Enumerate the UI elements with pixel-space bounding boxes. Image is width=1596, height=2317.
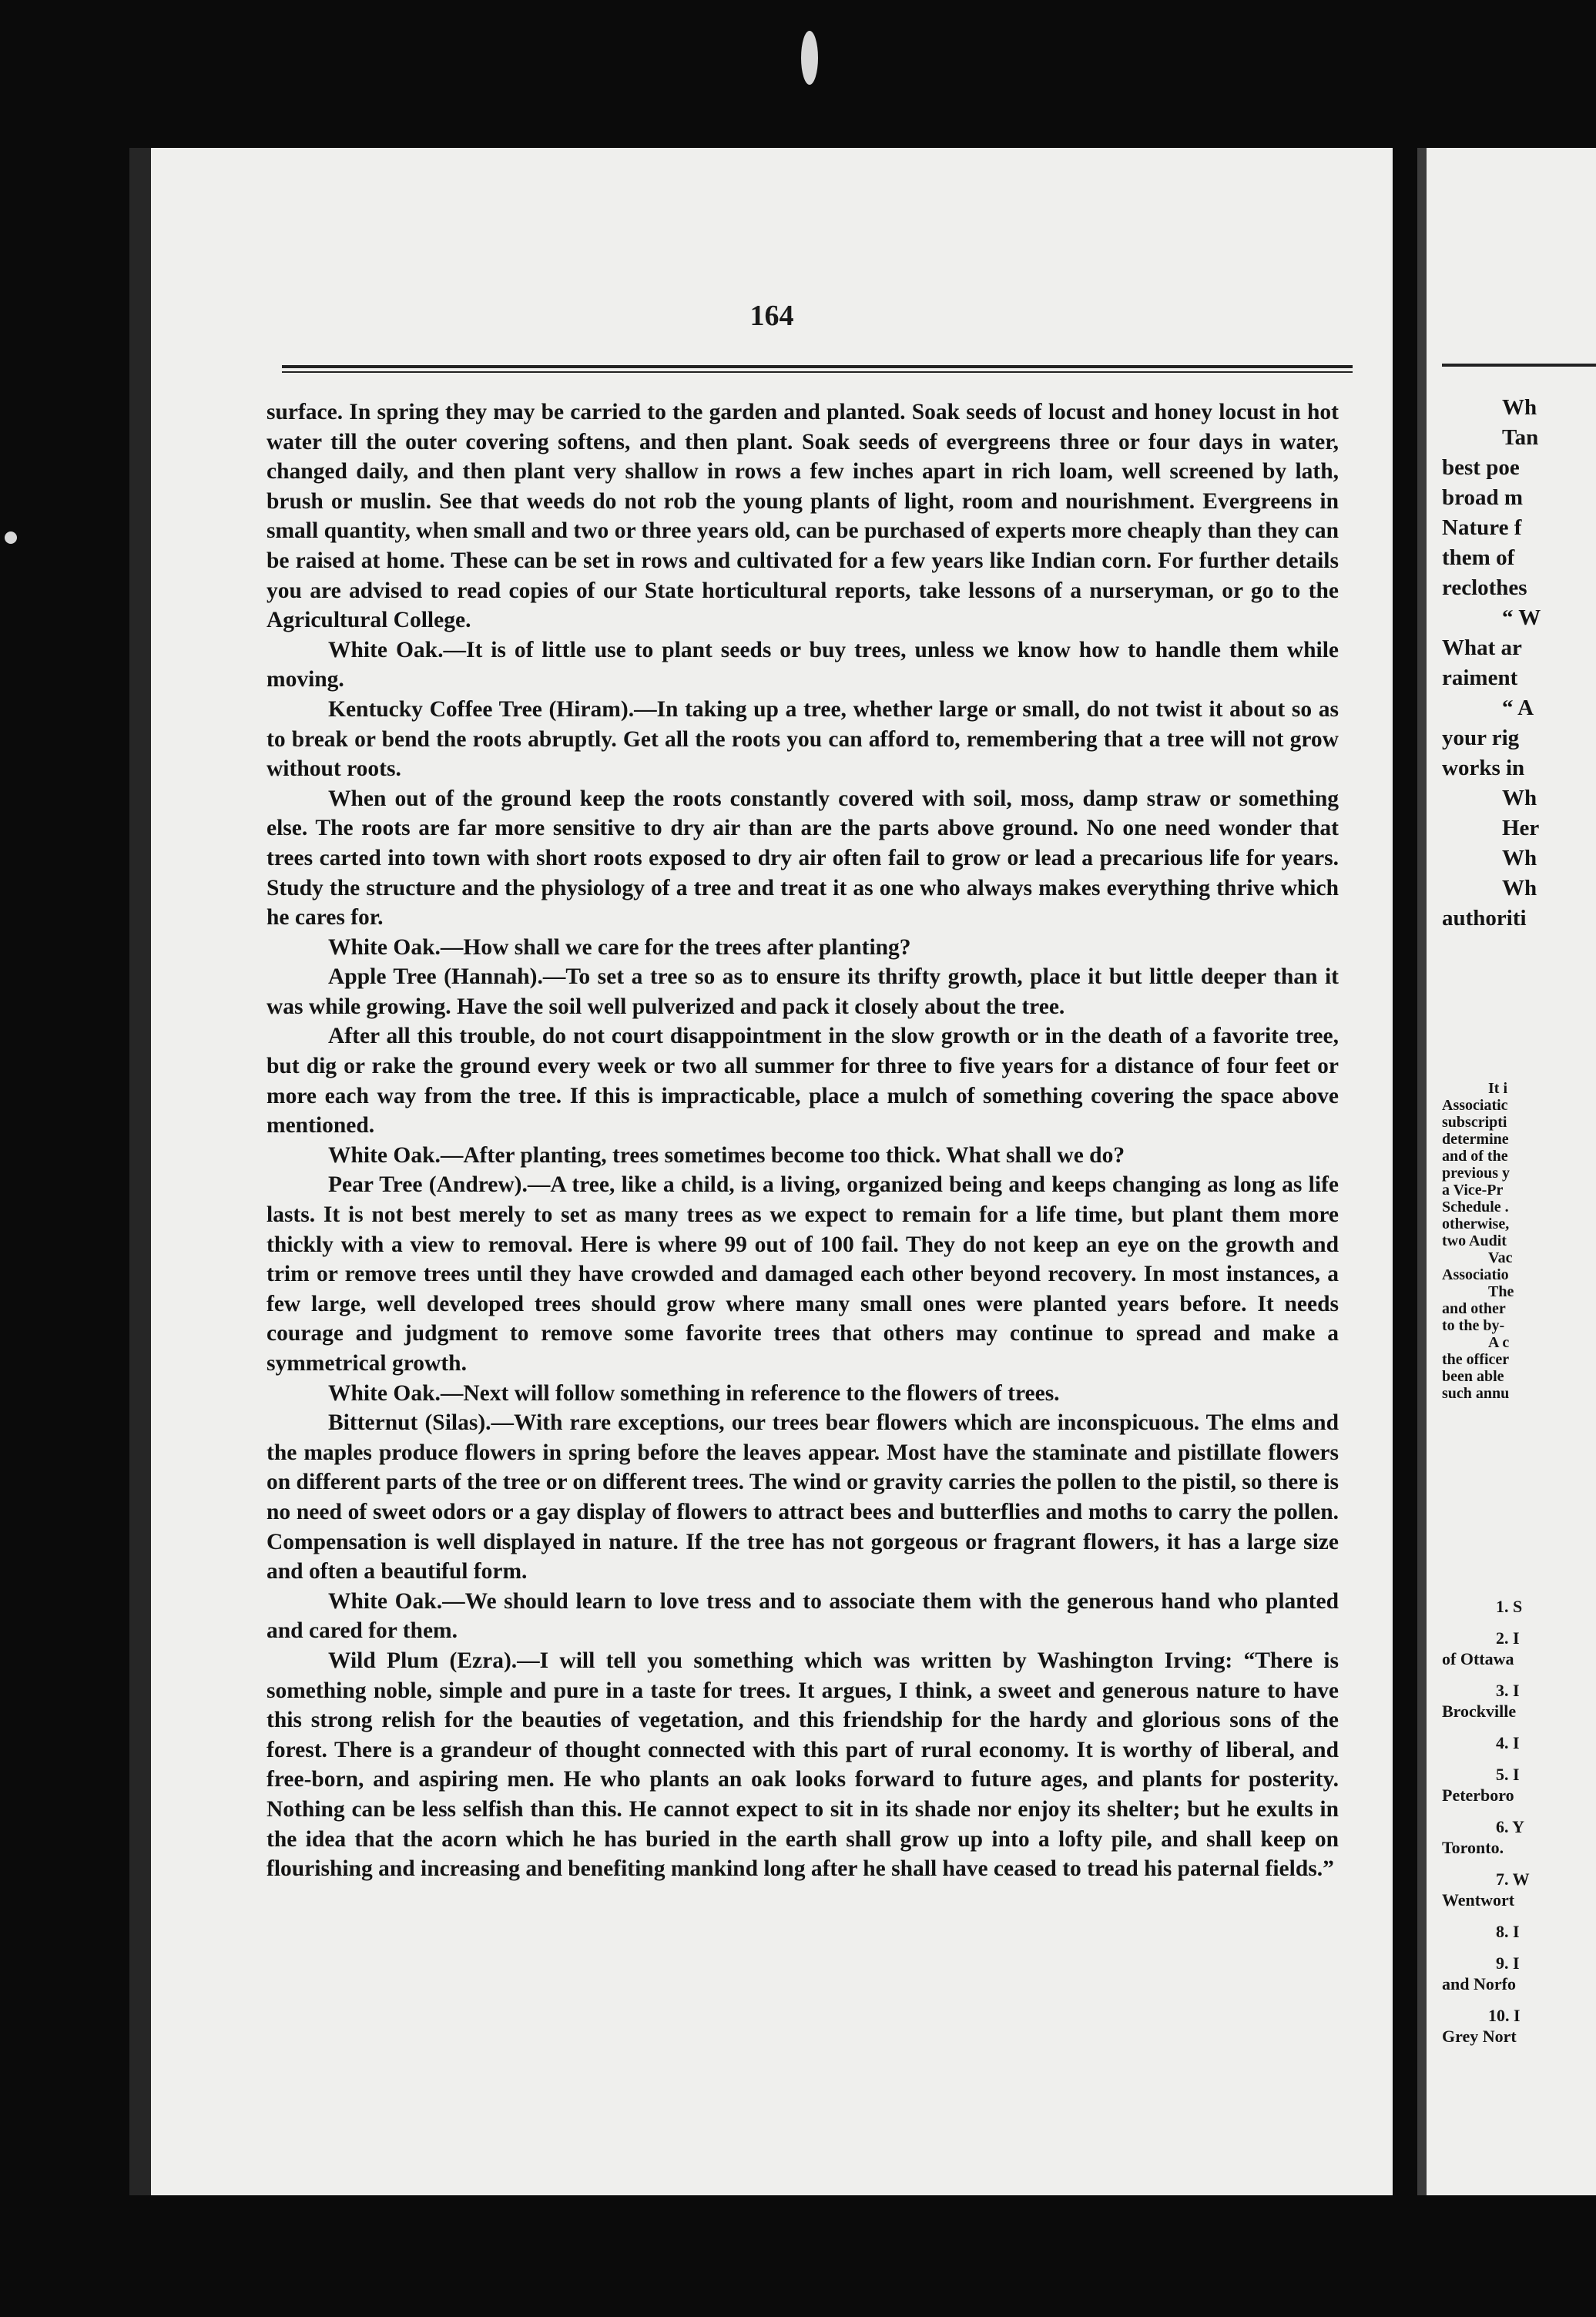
text-line: a Vice-Pr	[1442, 1182, 1504, 1199]
paragraph: White Oak.—How shall we care for the trees after planting?	[328, 934, 911, 960]
right-page-small-text	[1442, 1080, 1596, 1402]
paragraph: Kentucky Coffee Tree (Hiram).—In taking up a tree, whether large or small, do not twist it about so as to break or bend the roots abruptly. Get all the roots you can afford to, remembering that a tree will not grow without roots.	[267, 696, 1339, 782]
left-page	[129, 148, 1393, 2195]
text-line: otherwise,	[1442, 1216, 1510, 1232]
text-line: and other	[1442, 1300, 1506, 1317]
text-line: What ar	[1442, 635, 1522, 660]
text-line: been able	[1442, 1368, 1504, 1385]
paragraph: Pear Tree (Andrew).—A tree, like a child, is a living, organized being and keeps changing as long as life lasts. It is not best merely to set as many trees as we expect to remain for a life time, but plant them more thickly with a view to removal. Here is where 99 out of 100 fail. They do not keep an eye on the growth and trim or remove trees until they have crowded and damaged each other beyond recovery. In most instances, a few large, well developed trees should grow where many small ones were planted years before. It needs courage and judgment to remove some favorite trees that others may continue to spread and make a symmetrical growth.	[267, 1172, 1339, 1376]
text-line: Vac	[1488, 1249, 1513, 1266]
list-item: 4. I	[1496, 1733, 1520, 1752]
paragraph: Wild Plum (Ezra).—I will tell you something which was written by Washington Irving: “There is something noble, simple and pure in a taste for trees. It argues, I think, a sweet and generous nature to have this strong relish for the beauties of vegetation, and this friendship for the hardy and glorious sons of the forest. There is a grandeur of thought connected with this part of rural economy. It is worthy of liberal, and free-born, and aspiring men. He who plants an oak looks forward to future ages, and plants for posterity. Nothing can be less selfish than this. He cannot expect to sit in its shade nor enjoy its shelter; but he exults in the idea that the acorn which he has buried in the earth shall grow up into a lofty pile, and shall keep on flourishing and increasing and benefiting mankind long after he shall have ceased to tread his paternal fields.”	[267, 1648, 1339, 1882]
text-line: “ W	[1502, 605, 1541, 630]
text-line: works in	[1442, 756, 1525, 780]
text-line: raiment	[1442, 666, 1518, 690]
list-item: 5. I	[1496, 1765, 1520, 1784]
text-line: Schedule .	[1442, 1199, 1509, 1216]
text-line: It i	[1488, 1080, 1507, 1097]
paragraph: When out of the ground keep the roots constantly covered with soil, moss, damp straw or something else. The roots are far more sensitive to dry air than are the parts above ground. No one need wonder that trees carted into town with short roots exposed to dry air often fail to grow or lead a precarious life for years. Study the structure and the physiology of a tree and treat it as one who always makes everything thrive which he cares for.	[267, 786, 1339, 930]
paragraph: White Oak.—It is of little use to plant seeds or buy trees, unless we know how to handle them while moving.	[267, 637, 1339, 692]
right-page-list	[1442, 1596, 1596, 2047]
list-item: 1. S	[1496, 1597, 1523, 1616]
text-line: broad m	[1442, 485, 1524, 510]
paragraph: Bitternut (Silas).—With rare exceptions, our trees bear flowers which are inconspicuous. The elms and the maples produce flowers in spring before the leaves appear. Most have the staminate and pistillate flowers on different parts of the tree or on different trees. The wind or gravity carries the pollen to the pistil, so there is no need of sweet odors or a gay display of flowers to attract bees and butterflies and moths to carry the pollen. Compensation is well displayed in nature. If the tree has not gorgeous or fragrant flowers, it has a large size and often a beautiful form.	[267, 1410, 1339, 1584]
list-item: Wentwort	[1442, 1890, 1515, 1910]
text-line: and of the	[1442, 1148, 1508, 1165]
header-rule	[1442, 364, 1596, 367]
text-line: authoriti	[1442, 906, 1527, 930]
list-item: Grey Nort	[1442, 2027, 1517, 2046]
text-line: Tan	[1502, 425, 1539, 450]
text-line: Nature f	[1442, 515, 1522, 540]
text-line: A c	[1488, 1334, 1510, 1351]
text-line: Associatio	[1442, 1266, 1509, 1283]
body-text	[267, 397, 1339, 1884]
text-line: to the by-	[1442, 1317, 1505, 1334]
text-line: subscripti	[1442, 1114, 1507, 1131]
list-item: 9. I	[1496, 1953, 1520, 1973]
list-item: of Ottawa	[1442, 1649, 1514, 1668]
scan-artifact	[801, 31, 818, 85]
list-item: and Norfo	[1442, 1974, 1516, 1993]
paragraph: After all this trouble, do not court disappointment in the slow growth or in the death of a favorite tree, but dig or rake the ground every week or two all summer for three to five years for a distance of four feet or more each way from the tree. If this is impracticable, place a mulch of something covering the space above mentioned.	[267, 1024, 1339, 1138]
header-rule	[282, 365, 1353, 368]
text-line: determine	[1442, 1131, 1509, 1148]
text-line: “ A	[1502, 696, 1534, 720]
text-line: Wh	[1502, 395, 1537, 420]
text-line: Wh	[1502, 876, 1537, 900]
list-item: 3. I	[1496, 1681, 1520, 1700]
text-line: such annu	[1442, 1385, 1510, 1402]
header-rule-thin	[282, 371, 1353, 373]
text-line: your rig	[1442, 726, 1520, 750]
scan-artifact	[5, 531, 17, 544]
text-line: two Audit	[1442, 1232, 1507, 1249]
right-page	[1417, 148, 1596, 2195]
list-item: Toronto.	[1442, 1838, 1504, 1857]
paragraph: White Oak.—Next will follow something in reference to the flowers of trees.	[328, 1380, 1060, 1406]
text-line: Her	[1502, 816, 1540, 840]
text-line: The	[1488, 1283, 1514, 1300]
text-line: Wh	[1502, 786, 1537, 810]
list-item: 2. I	[1496, 1628, 1520, 1648]
list-item: 6. Y	[1496, 1817, 1525, 1836]
list-item: 8. I	[1496, 1922, 1520, 1941]
paragraph: White Oak.—After planting, trees sometimes become too thick. What shall we do?	[328, 1142, 1125, 1168]
list-item: 10. I	[1488, 2006, 1521, 2025]
text-line: the officer	[1442, 1351, 1510, 1368]
right-page-top-text	[1442, 393, 1596, 934]
text-line: them of	[1442, 545, 1515, 570]
list-item: 7. W	[1496, 1869, 1530, 1889]
text-line: Associatic	[1442, 1097, 1508, 1114]
page-number: 164	[749, 300, 794, 332]
text-line: Wh	[1502, 846, 1537, 870]
text-line: best poe	[1442, 455, 1520, 480]
text-line: reclothes	[1442, 575, 1527, 600]
text-line: previous y	[1442, 1165, 1510, 1182]
paragraph: Apple Tree (Hannah).—To set a tree so as to ensure its thrifty growth, place it but little deeper than it was while growing. Have the soil well pulverized and pack it closely about the tree.	[267, 964, 1339, 1019]
list-item: Brockville	[1442, 1702, 1517, 1721]
paragraph: White Oak.—We should learn to love tress and to associate them with the generous hand who planted and cared for them.	[267, 1588, 1339, 1644]
list-item: Peterboro	[1442, 1786, 1514, 1805]
paragraph: surface. In spring they may be carried to the garden and planted. Soak seeds of locust and honey locust in hot water till the outer covering softens, and then plant. Soak seeds of evergreens three or four days in water, changed daily, and then plant very shallow in rows a few inches apart in rich loam, well screened by lath, brush or muslin. See that weeds do not rob the young plants of light, room and nourishment. Evergreens in small quantity, when small and two or three years old, can be purchased of experts more cheaply than they can be raised at home. These can be set in rows and cultivated for a few years like Indian corn. For further details you are advised to read copies of our State horticultural reports, take lessons of a nurseryman, or go to the Agricultural College.	[267, 400, 1339, 633]
